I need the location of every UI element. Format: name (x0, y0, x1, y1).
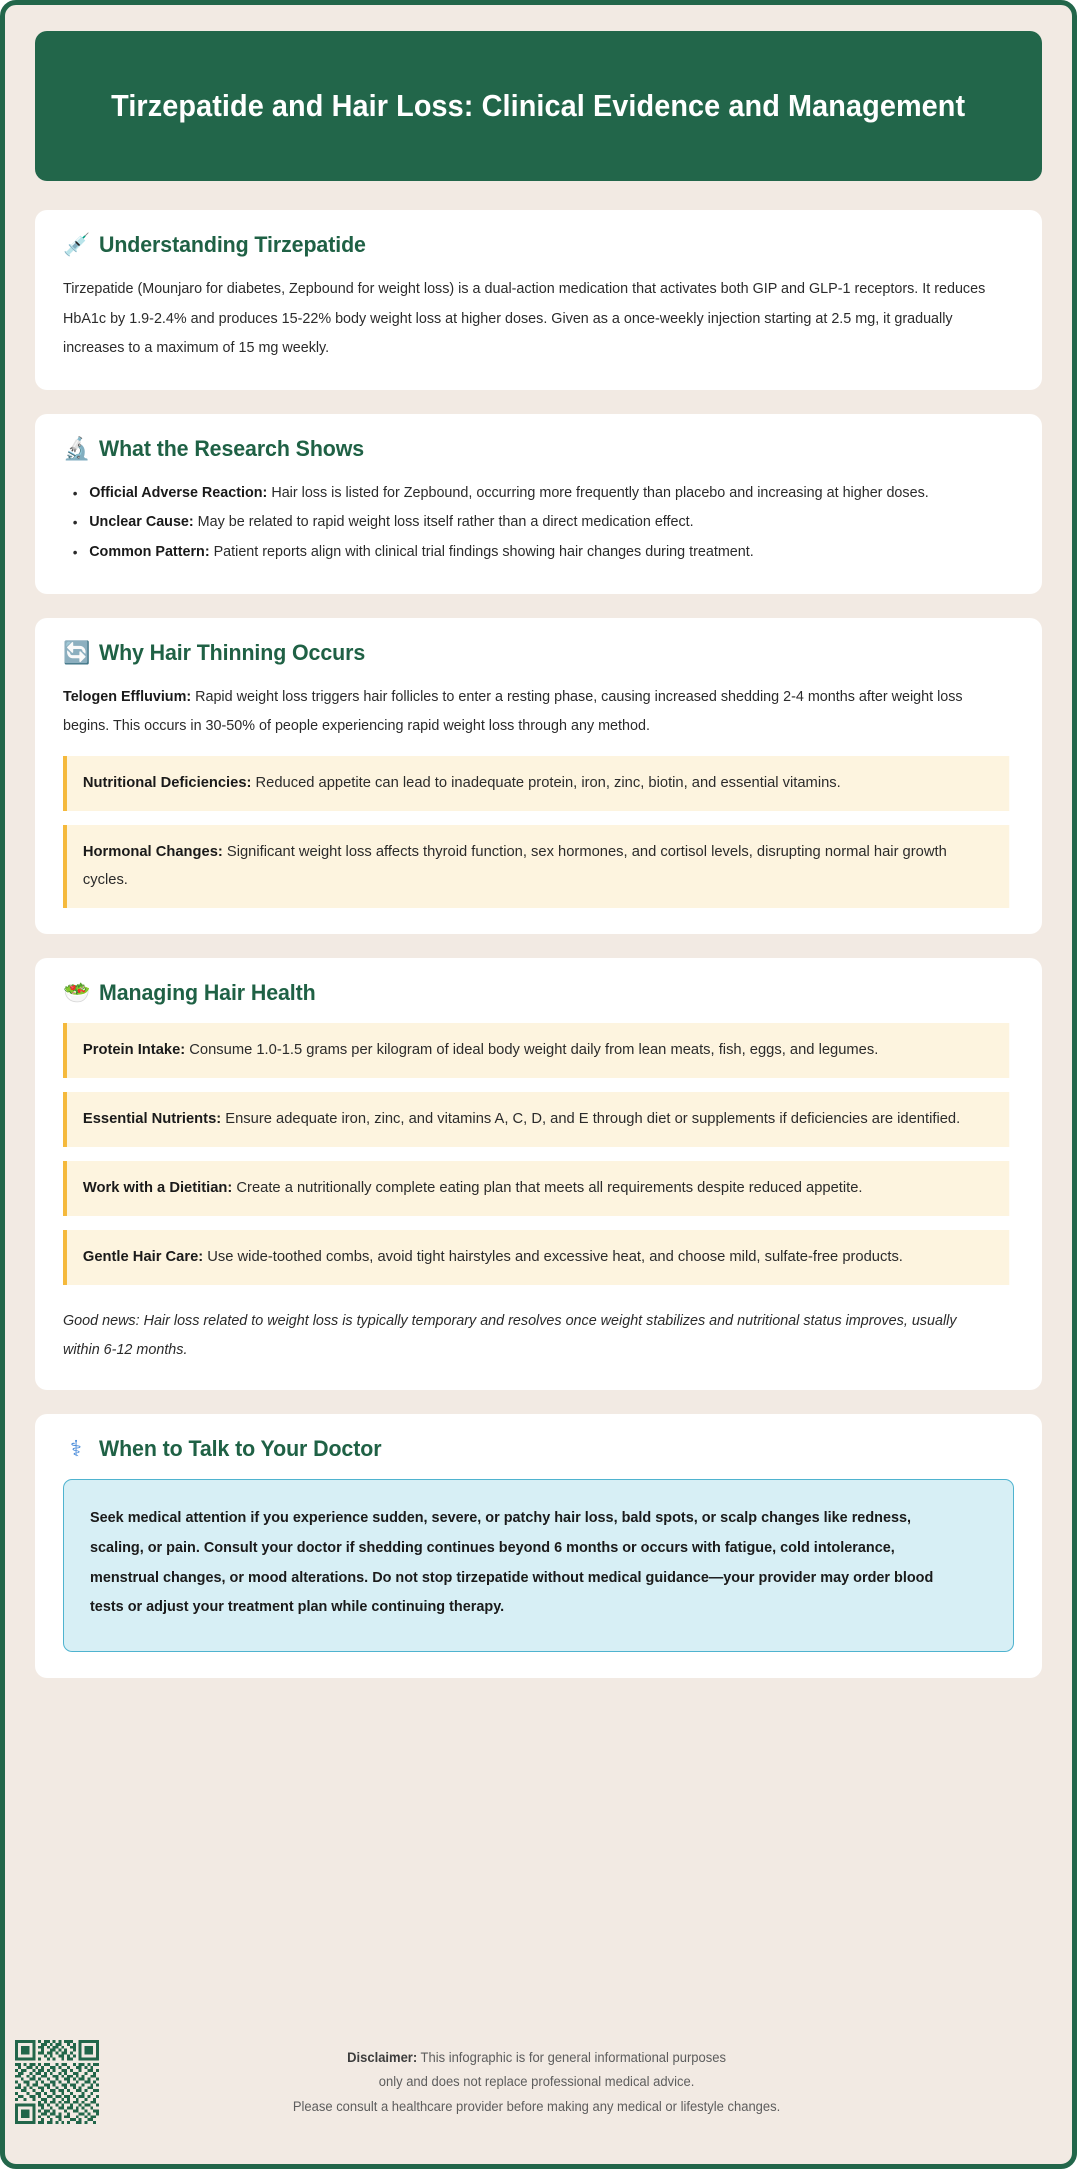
section-header (63, 232, 1014, 258)
header-banner (35, 31, 1042, 181)
section-why-hair-thinning (35, 618, 1042, 935)
telogen-effluvium-paragraph (63, 683, 985, 742)
callout-essential-nutrients (63, 1092, 1009, 1147)
section-title: When to Talk to Your Doctor (99, 1436, 382, 1462)
disclaimer-label: Disclaimer: (347, 2050, 418, 2065)
alert-text: Seek medical attention if you experience sudden, severe, or patchy hair loss, bald spots, or scalp changes like redness, scaling, or pain. Consult your doctor if shedding continues beyond 6 months or occurs with fatigue, cold intolerance, menstrual changes, or mood alterations. Do not stop tirzepatide without medical guidance—your provider may order blood tests or adjust your treatment plan while continuing therapy. (90, 1510, 934, 1616)
paragraph-text: Rapid weight loss triggers hair follicles to enter a resting phase, causing increased shedding 2-4 months after weight loss begins. This occurs in 30-50% of people experiencing rapid weight loss through any method. (63, 688, 963, 735)
callout-label: Essential Nutrients: (82, 1111, 222, 1128)
paragraph-label: Telogen Effluvium: (63, 688, 192, 705)
section-when-to-talk-to-doctor (35, 1414, 1042, 1677)
section-managing-hair-health (35, 958, 1042, 1390)
callout-text: Reduced appetite can lead to inadequate protein, iron, zinc, biotin, and essential vitamins. (251, 774, 841, 791)
disclaimer-text-1: This infographic is for general informational purposes (417, 2050, 726, 2065)
callout-label: Gentle Hair Care: (82, 1248, 204, 1265)
disclaimer-line-1 (113, 2046, 960, 2070)
footer (5, 2026, 1072, 2154)
section-paragraph: Tirzepatide (Mounjaro for diabetes, Zepbound for weight loss) is a dual-action medication that activates both GIP and GLP-1 receptors. It reduces HbA1c by 1.9-2.4% and produces 15-22% body weight loss at higher doses. Given as a once-weekly injection starting at 2.5 mg, it gradually increases to a maximum of 15 mg weekly. (63, 281, 986, 357)
microscope-icon: 🔬 (63, 435, 91, 461)
disclaimer-line-2: only and does not replace professional medical advice. (378, 2074, 695, 2090)
research-bullet-list (63, 479, 1014, 568)
callout-text: Use wide-toothed combs, avoid tight hairstyles and excessive heat, and choose mild, sulfate-free products. (203, 1248, 903, 1265)
medical-staff-icon: ⚕ (70, 1436, 82, 1462)
disclaimer-line-3: Please consult a healthcare provider before making any medical or lifestyle changes. (292, 2098, 781, 2114)
syringe-icon: 💉 (63, 232, 91, 257)
section-header (63, 1436, 1014, 1462)
salad-bowl-icon: 🥗 (63, 980, 91, 1006)
section-title: Managing Hair Health (99, 980, 316, 1006)
disclaimer (113, 2040, 1028, 2119)
list-item-text: Patient reports align with clinical trial findings showing hair changes during treatment. (209, 543, 754, 560)
list-item-text: Hair loss is listed for Zepbound, occurring more frequently than placebo and increasing at higher doses. (267, 484, 929, 501)
list-item (63, 538, 985, 568)
refresh-cycle-icon: 🔄 (63, 639, 91, 665)
section-research (35, 414, 1042, 594)
callout-work-with-dietitian (63, 1161, 1009, 1216)
section-title: What the Research Shows (99, 435, 365, 461)
callout-label: Nutritional Deficiencies: (82, 774, 252, 791)
good-news-note: Good news: Hair loss related to weight loss is typically temporary and resolves once weight stabilizes and nutritional status improves, usually within 6-12 months. (63, 1312, 957, 1358)
list-item (63, 479, 985, 509)
list-item-label: Common Pattern: (89, 543, 210, 560)
medical-alert-box (63, 1479, 1014, 1651)
callout-text: Create a nutritionally complete eating plan that meets all requirements despite reduced appetite. (232, 1179, 863, 1196)
callout-nutritional-deficiencies (63, 756, 1009, 811)
callout-label: Hormonal Changes: (82, 843, 223, 860)
list-item-text: May be related to rapid weight loss itself rather than a direct medication effect. (193, 514, 694, 531)
list-item-label: Official Adverse Reaction: (89, 484, 268, 501)
list-item-label: Unclear Cause: (89, 514, 194, 531)
section-title: Why Hair Thinning Occurs (99, 639, 366, 665)
page-title: Tirzepatide and Hair Loss: Clinical Evidence and Management (111, 88, 966, 124)
callout-label: Work with a Dietitian: (82, 1179, 233, 1196)
qr-code[interactable] (15, 2040, 99, 2124)
callout-text: Consume 1.0-1.5 grams per kilogram of ideal body weight daily from lean meats, fish, eggs, and legumes. (185, 1042, 879, 1059)
callout-text: Significant weight loss affects thyroid function, sex hormones, and cortisol levels, disrupting normal hair growth cycles. (82, 843, 947, 889)
section-understanding-tirzepatide (35, 210, 1042, 390)
section-title: Understanding Tirzepatide (99, 232, 366, 257)
section-header (63, 980, 1014, 1006)
callout-gentle-hair-care (63, 1230, 1009, 1285)
callout-text: Ensure adequate iron, zinc, and vitamins A, C, D, and E through diet or supplements if deficiencies are identified. (221, 1111, 961, 1128)
callout-label: Protein Intake: (82, 1042, 186, 1059)
callout-protein-intake (63, 1023, 1009, 1078)
section-header (63, 436, 1014, 462)
list-item (63, 508, 985, 538)
callout-hormonal-changes (63, 825, 1009, 909)
section-header (63, 640, 1014, 666)
